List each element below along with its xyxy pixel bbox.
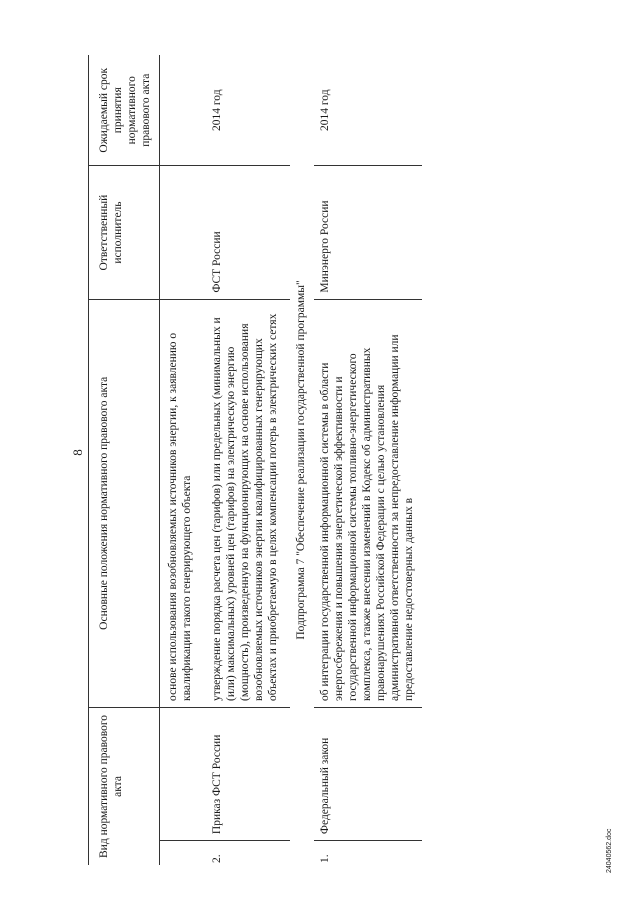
header-act-type: Вид нормативного правового акта: [89, 707, 160, 865]
cell-type: Федеральный закон: [314, 707, 422, 840]
subprogram-row: [290, 55, 314, 865]
page-number: 8: [70, 449, 85, 456]
cell-responsible: Минэнерго России: [314, 166, 422, 299]
document-code: 24040562.doc: [606, 828, 613, 873]
header-term: Ожидаемый срок принятия нормативного правового акта: [89, 55, 160, 166]
table-header-row: [89, 55, 160, 865]
cell-main: об интеграции государственной информационной системы в области энергосбережения и повышения энергетической эффективности и государственной информационной системы топливно-энергетического комплекса, а также внесении изменений в Кодекс об административных правонарушениях Российской Федерации с целью установления административной ответственности за непредоставление информации или предоставление недостоверных данных в: [314, 299, 422, 707]
header-responsible: Ответственный исполнитель: [89, 166, 160, 299]
cell-responsible: ФСТ России: [206, 166, 290, 299]
cell-main: утверждение порядка расчета цен (тарифов) или предельных (минимальных и (или) максимальных) уровней цен (тарифов) на электрическую энергию (мощность), произведенную на функционирующих на основе использования возобновляемых источников энергии квалифицированных генерирующих объектах и приобретаемую в целях компенсации потерь в электрических сетях: [206, 299, 290, 707]
cell-term: 2014 год: [314, 55, 422, 166]
cell-type: [160, 707, 207, 840]
legal-acts-table: [88, 55, 422, 865]
header-main-provisions: Основные положения нормативного правового акта: [89, 299, 160, 707]
cell-num: [160, 841, 207, 865]
cell-term: 2014 год: [206, 55, 290, 166]
cell-num: 2.: [211, 854, 223, 863]
cell-type: Приказ ФСТ России: [206, 707, 290, 840]
subprogram-title: Подпрограмма 7 "Обеспечение реализации государственной программы": [295, 280, 307, 640]
cell-main: основе использования возобновляемых источников энергии, к заявлению о квалификации такого генерирующего объекта: [160, 299, 207, 707]
table-row: [314, 55, 422, 865]
cell-responsible: [160, 166, 207, 299]
table-row: [206, 55, 290, 865]
cell-num: 1.: [319, 854, 331, 863]
cell-term: [160, 55, 207, 166]
table-row-continuation: [160, 55, 207, 865]
